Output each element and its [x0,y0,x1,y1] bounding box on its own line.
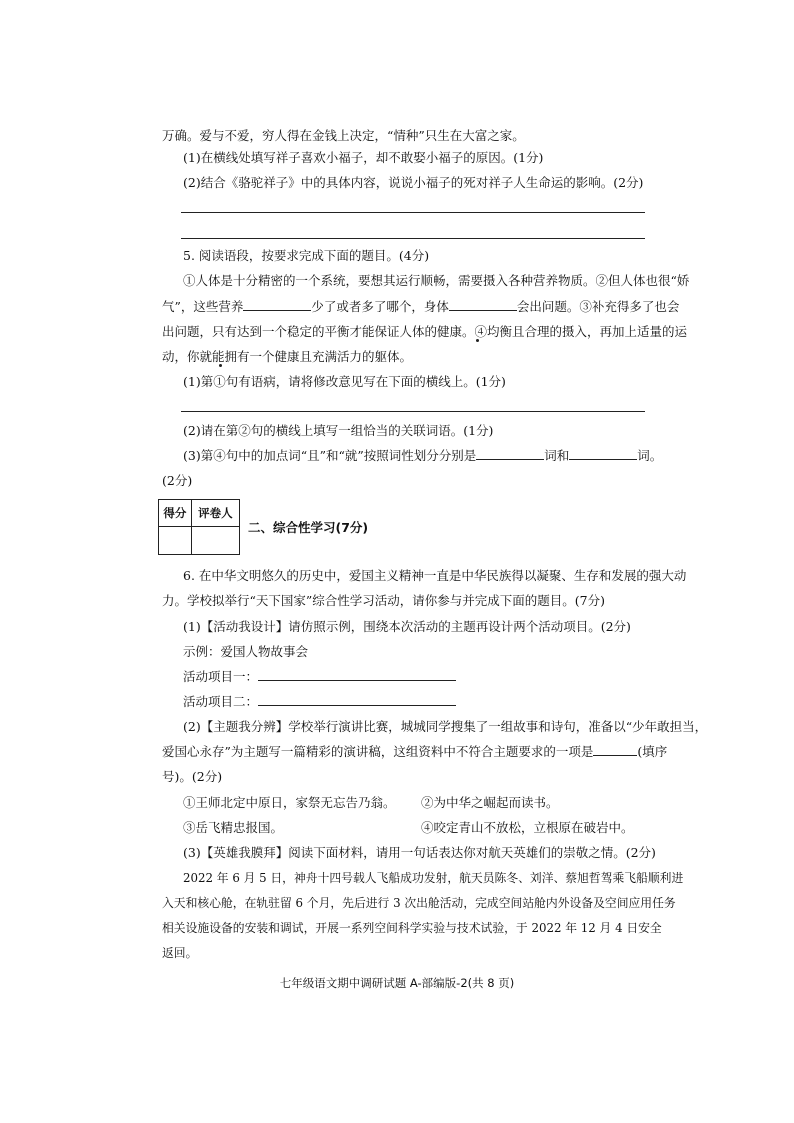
question-5-title: 5. 阅读语段，按要求完成下面的题目。(4分) [183,248,430,263]
text-line: 万确。爱与不爱，穷人得在金钱上决定，“情种”只生在大富之家。 [162,128,525,143]
option-3: ③岳飞精忠报国。 [183,820,284,835]
score-note: 号)。(2分) [162,769,223,784]
answer-line[interactable] [181,212,645,213]
question-6-title: 6. 在中华文明悠久的历史中，爱国主义精神一直是中华民族得以凝聚、生存和发展的强大动 [183,568,687,583]
activity-item-2 [183,693,456,711]
fill-blank[interactable] [569,447,637,460]
fill-blank[interactable] [258,668,456,681]
section-title: 二、综合性学习(7分) [248,520,369,535]
question-text: 爱国心永存”为主题写一篇精彩的演讲稿，这组资料中不符合主题要求的一项是 [162,744,594,759]
question-text-with-blank [162,743,667,761]
material-line: 返回。 [162,946,198,960]
score-table [158,499,240,555]
passage-text: 少了或者多了哪个，身体 [311,299,449,314]
question-5-3 [183,447,662,465]
question-text: (3)第④句中的加点词“且”和“就”按照词性划分分别是 [183,448,477,463]
question-4-2: (2)结合《骆驼祥子》中的具体内容，说说小福子的死对祥子人生命运的影响。(2分) [183,175,644,190]
option-1: ①王师北定中原日，家祭无忘告乃翁。 [183,795,396,810]
passage-line: ①人体是十分精密的一个系统，要想其运行顺畅，需要摄入各种营养物质。②但人体也很“娇 [183,273,690,288]
question-5-2: (2)请在第②句的横线上填写一组恰当的关联词语。(1分) [183,423,494,438]
activity-label: 活动项目二： [183,694,259,709]
option-2: ②为中华之崛起而读书。 [421,795,559,810]
emphasis-dot [476,339,479,342]
fill-blank[interactable] [258,693,456,706]
question-text: 词。 [637,448,663,463]
answer-line[interactable] [181,411,645,412]
question-text: (填序 [637,744,668,759]
score-note: (2分) [162,473,193,488]
activity-label: 活动项目一： [183,669,259,684]
option-4: ④咬定青山不放松，立根原在破岩中。 [421,820,634,835]
question-text: 词和 [544,448,570,463]
grader-header: 评卷人 [191,500,239,527]
passage-line-with-blanks [162,298,679,316]
material-line: 2022 年 6 月 5 日，神舟十四号载人飞船成功发射，航天员陈冬、刘洋、蔡旭哲驾乘飞船顺利进 [183,871,684,885]
material-line: 入天和核心舱，在轨驻留 6 个月，先后进行 3 次出舱活动，完成空间站舱内外设备及空间应用任务 [162,896,676,910]
score-cell[interactable] [159,527,192,555]
passage-text: 气”，这些营养 [162,299,244,314]
question-6-2: (2)【主题我分辨】学校举行演讲比赛，城城同学搜集了一组故事和诗句，准备以“少年敢担当， [183,719,708,734]
page-footer: 七年级语文期中调研试题 A-部编版-2(共 8 页) [279,976,515,990]
emphasis-dot [219,364,222,367]
question-6-1: (1)【活动我设计】请仿照示例，围绕本次活动的主题再设计两个活动项目。(2分) [183,619,631,634]
answer-line[interactable] [181,238,645,239]
activity-item-1 [183,668,456,686]
passage-line: 动，你就能拥有一个健康且充满活力的躯体。 [162,349,413,364]
fill-blank[interactable] [243,298,311,311]
question-text: 力。学校拟举行“天下国家”综合性学习活动，请你参与并完成下面的题目。(7分) [162,593,605,608]
question-4-1: (1)在横线处填写祥子喜欢小福子，却不敢娶小福子的原因。(1分) [183,150,544,165]
material-line: 相关设施设备的安装和调试，开展一系列空间科学实验与技术试验，于 2022 年 12 月 4 日安全 [162,921,662,935]
fill-blank[interactable] [449,298,517,311]
passage-line: 出问题，只有达到一个稳定的平衡才能保证人体的健康。④均衡且合理的摄入，再加上适量的运 [162,324,688,339]
passage-text: 会出问题。③补充得多了也会 [516,299,680,314]
question-6-3: (3)【英雄我膜拜】阅读下面材料，请用一句话表达你对航天英雄们的崇敬之情。(2分) [183,845,656,860]
grader-cell[interactable] [191,527,239,555]
fill-blank[interactable] [476,447,544,460]
question-5-1: (1)第①句有语病，请将修改意见写在下面的横线上。(1分) [183,374,506,389]
fill-blank[interactable] [593,743,637,756]
score-header: 得分 [159,500,192,527]
example-text: 示例：爱国人物故事会 [183,644,309,659]
